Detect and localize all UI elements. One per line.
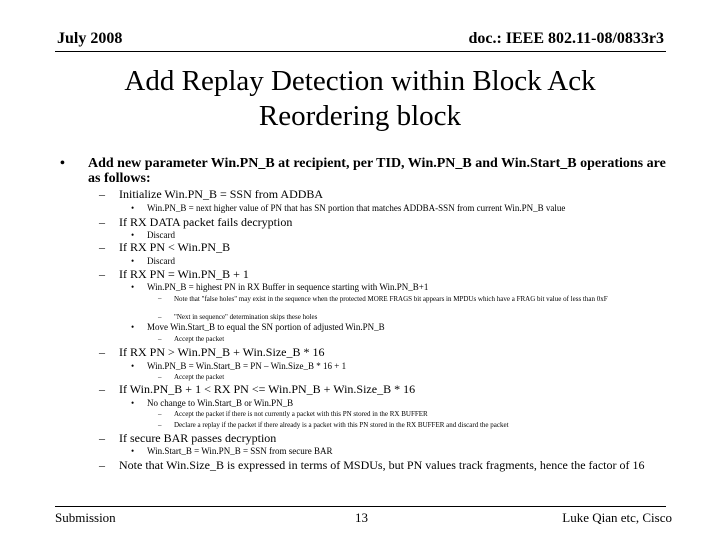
dash-marker: – bbox=[158, 373, 162, 381]
header-rule bbox=[55, 51, 666, 52]
sub-sub-bullet: Win.PN_B = next higher value of PN that has SN portion that matches ADDBA-SSN from current Win.PN_B value bbox=[147, 203, 566, 213]
footer-rule bbox=[55, 506, 666, 507]
dash-marker: – bbox=[99, 458, 105, 472]
note-bullet: Declare a replay if the packet if there already is a packet with this PN stored in the RX BUFFER and discard the packet bbox=[174, 421, 509, 429]
dash-marker: – bbox=[158, 313, 162, 321]
dash-marker: – bbox=[158, 410, 162, 418]
sub-sub-bullet: Move Win.Start_B to equal the SN portion of adjusted Win.PN_B bbox=[147, 322, 385, 332]
sub-bullet-note: Note that Win.Size_B is expressed in terms of MSDUs, but PN values track fragments, hence the factor of 16 bbox=[119, 458, 645, 472]
dash-marker: – bbox=[99, 187, 105, 201]
dash-marker: – bbox=[158, 421, 162, 429]
sub-sub-bullet: Discard bbox=[147, 230, 175, 240]
note-bullet: Accept the packet bbox=[174, 335, 225, 343]
dash-marker: – bbox=[158, 335, 162, 343]
footer-author: Luke Qian etc, Cisco bbox=[562, 510, 672, 525]
sub-bullet-pn-window: If Win.PN_B + 1 < RX PN <= Win.PN_B + Win.Size_B * 16 bbox=[119, 382, 416, 396]
dash-marker: – bbox=[99, 345, 105, 359]
sub-bullet-decrypt-fail: If RX DATA packet fails decryption bbox=[119, 215, 293, 229]
sub-sub-bullet: Win.Start_B = Win.PN_B = SSN from secure BAR bbox=[147, 446, 333, 456]
dot-marker: • bbox=[131, 322, 135, 332]
header-doc-id: doc.: IEEE 802.11-08/0833r3 bbox=[468, 30, 664, 47]
header-date: July 2008 bbox=[57, 30, 123, 47]
sub-bullet-pn-less: If RX PN < Win.PN_B bbox=[119, 240, 231, 254]
sub-bullet-init: Initialize Win.PN_B = SSN from ADDBA bbox=[119, 187, 324, 201]
bullet-marker: • bbox=[60, 156, 65, 171]
footer-submission: Submission bbox=[55, 510, 116, 525]
sub-sub-bullet: Win.PN_B = Win.Start_B = PN – Win.Size_B * 16 + 1 bbox=[147, 361, 347, 371]
dot-marker: • bbox=[131, 256, 135, 266]
dot-marker: • bbox=[131, 361, 135, 371]
dot-marker: • bbox=[131, 230, 135, 240]
sub-bullet-secure-bar: If secure BAR passes decryption bbox=[119, 431, 277, 445]
footer-page-number: 13 bbox=[355, 510, 368, 525]
note-bullet: "Next in sequence" determination skips these holes bbox=[174, 313, 318, 321]
dot-marker: • bbox=[131, 398, 135, 408]
dash-marker: – bbox=[99, 267, 105, 281]
dot-marker: • bbox=[131, 282, 135, 292]
note-bullet: Accept the packet bbox=[174, 373, 225, 381]
dash-marker: – bbox=[99, 215, 105, 229]
slide-title-line1: Add Replay Detection within Block Ack bbox=[124, 65, 596, 97]
bullet-main-cont: as follows: bbox=[88, 171, 151, 186]
sub-sub-bullet: Win.PN_B = highest PN in RX Buffer in sequence starting with Win.PN_B+1 bbox=[147, 282, 429, 292]
note-bullet: Note that "false holes" may exist in the sequence when the protected MORE FRAGS bit appears in MPDUs which have a FRAG bit value of less than 0xF bbox=[174, 295, 608, 303]
bullet-main: Add new parameter Win.PN_B at recipient, per TID, Win.PN_B and Win.Start_B operations are bbox=[88, 156, 666, 171]
note-bullet: Accept the packet if there is not currently a packet with this PN stored in the RX BUFFER bbox=[174, 410, 428, 418]
dot-marker: • bbox=[131, 446, 135, 456]
sub-bullet-pn-equal: If RX PN = Win.PN_B + 1 bbox=[119, 267, 249, 281]
sub-bullet-pn-greater: If RX PN > Win.PN_B + Win.Size_B * 16 bbox=[119, 345, 325, 359]
dot-marker: • bbox=[131, 203, 135, 213]
sub-sub-bullet: Discard bbox=[147, 256, 175, 266]
dash-marker: – bbox=[99, 382, 105, 396]
slide-title bbox=[40, 64, 680, 134]
dash-marker: – bbox=[99, 431, 105, 445]
dash-marker: – bbox=[99, 240, 105, 254]
slide-title-line2: Reordering block bbox=[258, 100, 462, 132]
dash-marker: – bbox=[158, 294, 162, 302]
sub-sub-bullet: No change to Win.Start_B or Win.PN_B bbox=[147, 398, 294, 408]
